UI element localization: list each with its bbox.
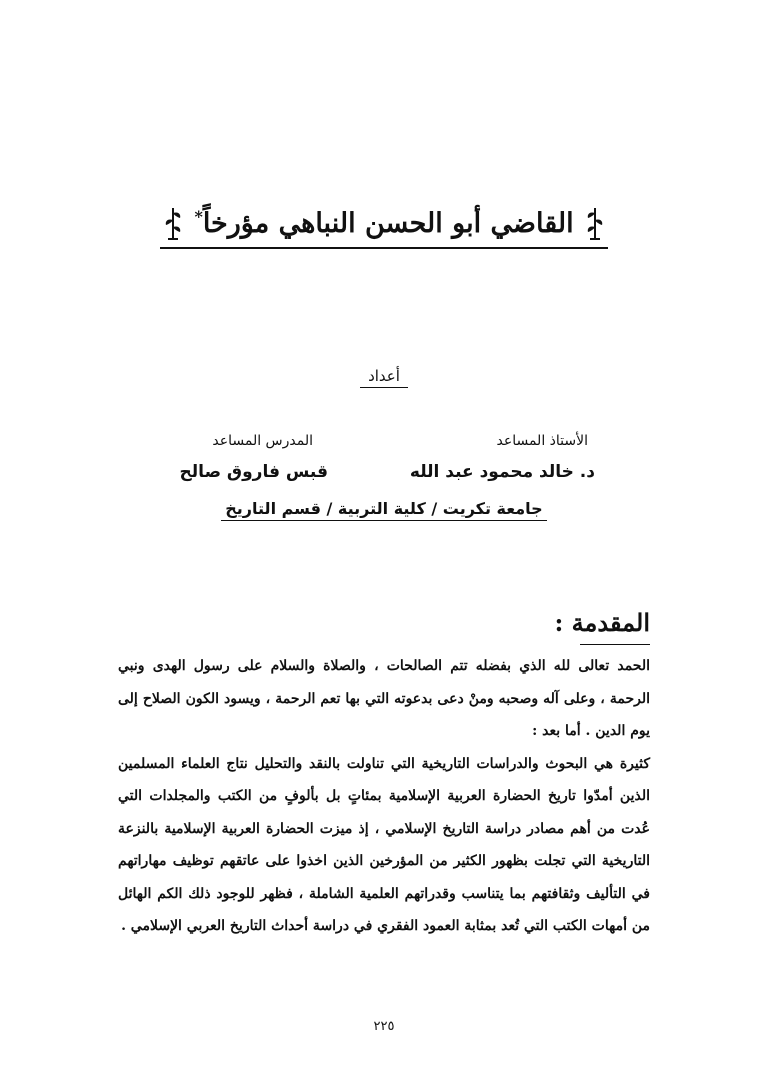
- floral-ornament-icon: [162, 205, 184, 241]
- floral-ornament-icon: [584, 205, 606, 241]
- paragraph-1: الحمد تعالى لله الذي بفضله تتم الصالحات ، والصلاة والسلام على رسول الهدى ونبي الرحمة ، وعلى آله وصحبه ومنْ دعى بدعوته التي بها تعم الرحمة ، ويسود الكون الصلاح إلى يوم الدين . أما بعد :: [118, 658, 650, 739]
- body-text: [118, 650, 650, 943]
- title-block: [0, 205, 768, 249]
- author-1-name: د. خالد محمود عبد الله: [409, 462, 595, 482]
- section-heading: المقدمة :: [554, 608, 650, 637]
- prepared-by: أعداد: [0, 367, 768, 388]
- author-1-rank: الأستاذ المساعد: [496, 433, 588, 449]
- heading-underline: [580, 644, 650, 645]
- affiliation: جامعة تكريت / كلية التربية / قسم التاريخ: [221, 499, 546, 521]
- affiliation-block: [0, 499, 768, 521]
- page-number: ٢٢٥: [373, 1019, 395, 1034]
- document-title: القاضي أبو الحسن النباهي مؤرخاً*: [194, 207, 574, 239]
- author-2-name: قبس فاروق صالح: [179, 462, 328, 482]
- author-2-rank: المدرس المساعد: [212, 433, 313, 449]
- title-underlined: [160, 205, 607, 249]
- paragraph-2: كثيرة هي البحوث والدراسات التاريخية التي تناولت بالنقد والتحليل نتاج العلماء المسلمين الذين أمدّوا تاريخ الحضارة العربية الإسلامية بمئاتٍ بل بألوفٍ من الكتب والمجلدات التي عُدت من أهم مصادر دراسة التاريخ الإسلامي ، إذ ميزت الحضارة العربية الإسلامية بالنزعة التاريخية التي تجلت بظهور الكثير من المؤرخين الذين اخذوا على عاتقهم توظيف مهاراتهم في التأليف وثقافتهم بما يتناسب وقدراتهم العلمية الشاملة ، فظهر للوجود ذلك الكم الهائل من أمهات الكتب التي تُعد بمثابة العمود الفقري في دراسة أحداث التاريخ العربي الإسلامي .: [118, 755, 650, 934]
